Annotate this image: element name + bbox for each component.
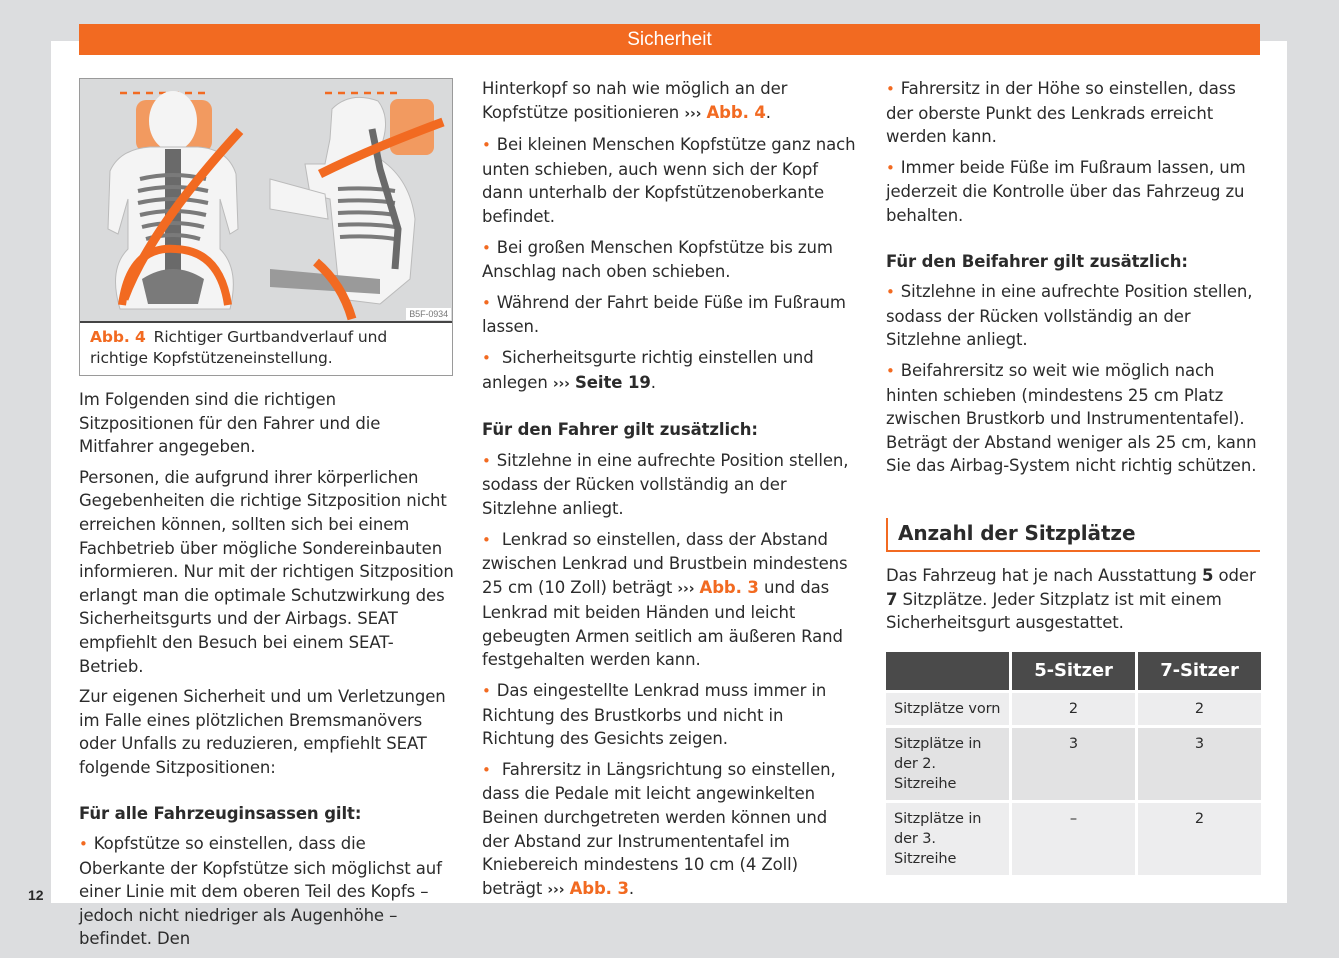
- table-header-empty: [886, 652, 1009, 690]
- table-row: [886, 693, 1261, 725]
- subhead-driver: Für den Fahrer gilt zusätzlich:: [482, 420, 758, 440]
- table-row: [886, 728, 1261, 800]
- head-front: [149, 91, 197, 151]
- bullet-text: Lenkrad so einstellen, dass der Abstand zwischen Lenkrad und Brustbein mindestens 25 cm (10 Zoll) beträgt: [482, 529, 848, 597]
- row-label: Sitzplätze in der 3. Sitzreihe: [886, 803, 1009, 875]
- link-abb-4[interactable]: Abb. 4: [706, 102, 766, 122]
- bullet-tall-people: • Bei großen Menschen Kopfstütze bis zum Anschlag nach oben schieben.: [482, 236, 857, 284]
- figure-caption: [80, 323, 452, 375]
- link-abb-3[interactable]: Abb. 3: [569, 878, 629, 898]
- cell-5-sitzer: –: [1012, 803, 1135, 875]
- bullet-seatbelts: • Sicherheitsgurte richtig einstellen und anlegen ››› Seite 19.: [482, 346, 857, 396]
- bullet-seat-height: • Fahrersitz in der Höhe so einstellen, dass der oberste Punkt des Lenkrads erreicht werden kann.: [886, 77, 1261, 149]
- column-3: [886, 77, 1261, 878]
- text: Das Fahrzeug hat je nach Ausstattung: [886, 565, 1197, 585]
- seat-count-7: 7: [886, 589, 898, 609]
- bullet-headrest-continued: Hinterkopf so nah wie möglich an der Kopfstütze positionieren ››› Abb. 4.: [482, 79, 788, 122]
- paragraph-seat-count: [886, 564, 1261, 635]
- bullet-seat-longitudinal: • Fahrersitz in Längsrichtung so einstellen, dass die Pedale mit leicht angewinkelten Beinen durchgetreten werden können und der Abstand zur Instrumententafel im Kniebereich mindestens 10 cm (4 Zoll) beträgt ››› Abb. 3.: [482, 758, 857, 903]
- pelvis-front: [142, 269, 204, 304]
- cell-7-sitzer: 3: [1138, 728, 1261, 800]
- bullet-text: Sicherheitsgurte richtig einstellen und anlegen: [482, 347, 814, 392]
- row-label: Sitzplätze in der 2. Sitzreihe: [886, 728, 1009, 800]
- reference-arrow: ›››: [547, 881, 565, 898]
- reference-arrow: ›››: [677, 580, 695, 597]
- cell-5-sitzer: 3: [1012, 728, 1135, 800]
- bullet-text: Hinterkopf so nah wie möglich an der Kopfstütze positionieren: [482, 79, 788, 122]
- seatbelt-headrest-illustration: [80, 79, 452, 323]
- bullet-passenger-backrest: • Sitzlehne in eine aufrechte Position stellen, sodass der Rücken vollständig an der Sitzlehne anliegt.: [886, 280, 1261, 352]
- seat-count-table: [883, 649, 1264, 878]
- link-seite-19[interactable]: Seite 19: [575, 372, 651, 392]
- figure-code: B5F-0934: [406, 308, 451, 320]
- bullet-driver-backrest: • Sitzlehne in eine aufrechte Position stellen, sodass der Rücken vollständig an der Sitzlehne anliegt.: [482, 449, 857, 521]
- paragraph-recommendation: Zur eigenen Sicherheit und um Verletzungen im Falle eines plötzlichen Bremsmanövers oder Unfalls zu reduzieren, empfiehlt SEAT folgende Sitzpositionen:: [79, 687, 446, 777]
- paragraph-intro: Im Folgenden sind die richtigen Sitzpositionen für den Fahrer und die Mitfahrer angegeben.: [79, 390, 381, 457]
- figure-abb-4: [79, 78, 453, 376]
- seat-count-5: 5: [1201, 565, 1214, 585]
- section-title-seat-count: Anzahl der Sitzplätze: [886, 518, 1260, 552]
- illustration-svg: [80, 79, 452, 321]
- reference-arrow: ›››: [684, 105, 702, 122]
- text: Sitzplätze. Jeder Sitzplatz ist mit einem Sicherheitsgurt ausgestattet.: [886, 589, 1222, 633]
- paragraph-special-needs: Personen, die aufgrund ihrer körperlichen Gegebenheiten die richtige Sitzposition nicht erreichen können, sollten sich bei einem Fachbetrieb über mögliche Sondereinbauten informieren. Nur mit der richtigen Sitzposition erlangt man die optimale Schutzwirkung des Sicherheitsgurts und der Airbags. SEAT empfiehlt den Besuch bei einem SEAT-Betrieb.: [79, 467, 454, 676]
- column-2: [482, 77, 857, 909]
- bullet-text: und das Lenkrad mit beiden Händen und leicht gebeugten Armen seitlich am äußeren Rand festgehalten werden kann.: [482, 577, 843, 670]
- table-header-7-sitzer: 7-Sitzer: [1138, 652, 1261, 690]
- bullet-passenger-distance: • Beifahrersitz so weit wie möglich nach hinten schieben (mindestens 25 cm Platz zwischen Brustkorb und Instrumententafel). Beträgt der Abstand weniger als 25 cm, kann Sie das Airbag-System nicht richtig schützen.: [886, 359, 1261, 478]
- link-abb-3[interactable]: Abb. 3: [699, 577, 759, 597]
- chapter-header: Sicherheit: [79, 24, 1260, 55]
- cell-7-sitzer: 2: [1138, 803, 1261, 875]
- table-header-5-sitzer: 5-Sitzer: [1012, 652, 1135, 690]
- bullet-headrest-adjust: • Kopfstütze so einstellen, dass die Oberkante der Kopfstütze sich möglichst auf einer Linie mit dem oberen Teil des Kopfs – jedoch nicht niedriger als Augenhöhe – befindet. Den: [79, 832, 454, 951]
- bullet-feet-control: • Immer beide Füße im Fußraum lassen, um jederzeit die Kontrolle über das Fahrzeug zu behalten.: [886, 156, 1261, 228]
- text: oder: [1218, 565, 1256, 585]
- cell-7-sitzer: 2: [1138, 693, 1261, 725]
- subhead-passenger: Für den Beifahrer gilt zusätzlich:: [886, 251, 1188, 271]
- column-1: [79, 78, 454, 958]
- subhead-all-occupants: Für alle Fahrzeuginsassen gilt:: [79, 803, 362, 823]
- bullet-small-people: • Bei kleinen Menschen Kopfstütze ganz nach unten schieben, auch wenn sich der Kopf dann unterhalb der Kopfstützenoberkante befindet.: [482, 133, 857, 228]
- figure-caption-text: Richtiger Gurtbandverlauf und richtige Kopfstützeneinstellung.: [90, 328, 388, 367]
- figure-label: Abb. 4: [90, 328, 146, 346]
- table-header-row: [886, 652, 1261, 690]
- bullet-steering-direction: • Das eingestellte Lenkrad muss immer in Richtung des Brustkorbs und nicht in Richtung des Gesichts zeigen.: [482, 679, 857, 751]
- page-number: 12: [28, 887, 44, 903]
- cell-5-sitzer: 2: [1012, 693, 1135, 725]
- bullet-text: Fahrersitz in Längsrichtung so einstellen, dass die Pedale mit leicht angewinkelten Beinen durchgetreten werden können und der Abstand zur Instrumententafel im Kniebereich mindestens 10 cm (4 Zoll) beträgt: [482, 759, 836, 898]
- row-label: Sitzplätze vorn: [886, 693, 1009, 725]
- reference-arrow: ›››: [552, 375, 570, 392]
- table-row: [886, 803, 1261, 875]
- bullet-feet-footwell: • Während der Fahrt beide Füße im Fußraum lassen.: [482, 291, 857, 339]
- bullet-steering-distance: [482, 528, 857, 673]
